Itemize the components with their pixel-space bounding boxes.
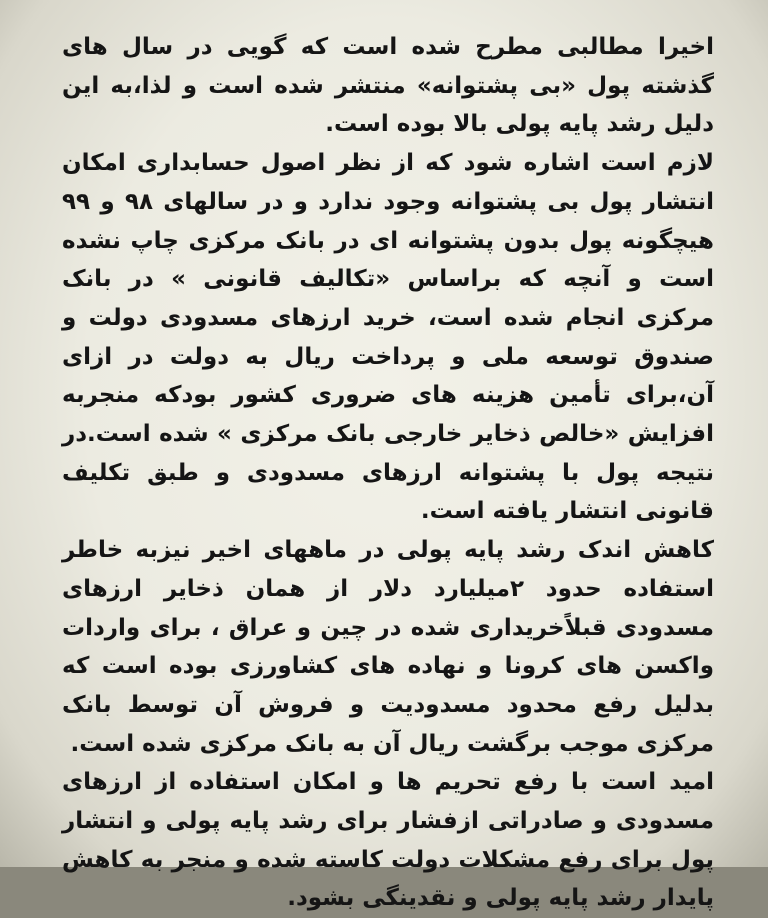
paragraph-2: لازم است اشاره شود که از نظر اصول حسابداری امکان انتشار پول بی پشتوانه وجود ندارد و در سالهای ۹۸ و ۹۹ هیچگونه پول بدون پشتوانه ای در بانک مرکزی چاپ نشده است و آنچه که براساس «تکالیف قانونی » در بانک مرکزی انجام شده است، خرید ارزهای مسدودی دولت و صندوق توسعه ملی و پرداخت ریال به دولت در ازای آن،برای تأمین هزینه های ضروری کشور بودکه منجربه افزایش «خالص ذخایر خارجی بانک مرکزی » شده است.در نتیجه پول با پشتوانه ارزهای مسدودی و طبق تکلیف قانونی انتشار یافته است. xyxy=(62,150,714,525)
paragraph-1: اخیرا مطالبی مطرح شده است که گویی در سال های گذشته پول «بی پشتوانه» منتشر شده است و لذا،به این دلیل رشد پایه پولی بالا بوده است. xyxy=(62,34,714,138)
paragraph-4: امید است با رفع تحریم ها و امکان استفاده از ارزهای مسدودی و صادراتی ازفشار برای رشد پایه پولی و انتشار پول برای رفع مشکلات دولت کاسته شده و منجر به کاهش پایدار رشد پایه پولی و نقدینگی بشود. xyxy=(62,769,714,912)
paragraph-3: کاهش اندک رشد پایه پولی در ماههای اخیر نیزبه خاطر استفاده حدود ۲میلیارد دلار از همان ذخایر ارزهای مسدودی قبلاًخریداری شده در چین و عراق ، برای واردات واکسن های کرونا و نهاده های کشاورزی بوده است که بدلیل رفع محدود مسدودیت و فروش آن توسط بانک مرکزی موجب برگشت ریال آن به بانک مرکزی شده است. xyxy=(62,537,714,757)
article-text xyxy=(62,28,714,918)
